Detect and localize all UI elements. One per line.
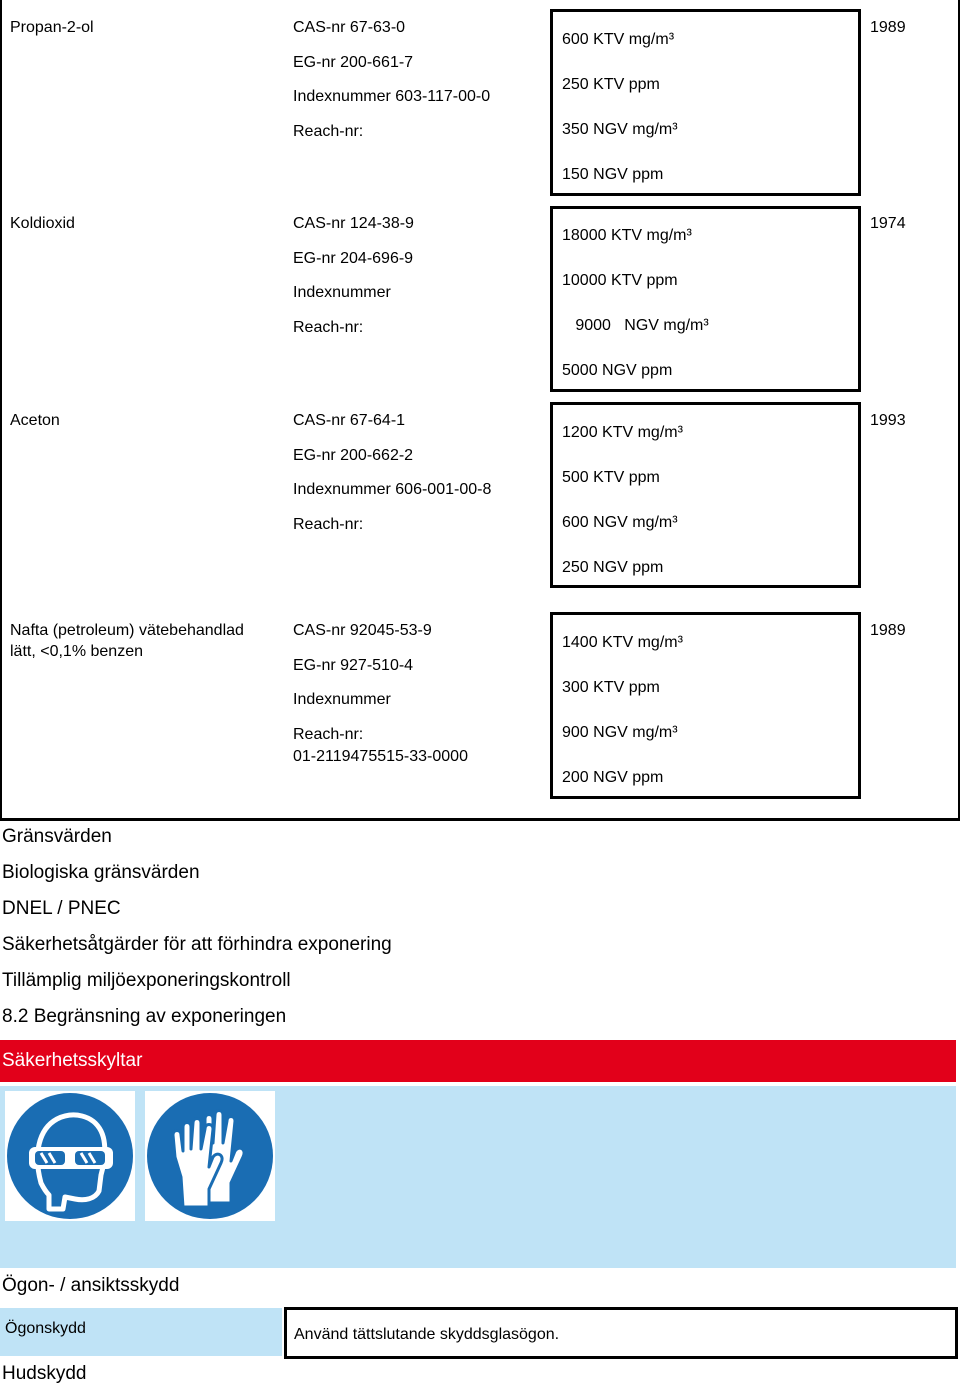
substance-identifiers — [293, 213, 414, 351]
year: 1989 — [870, 19, 906, 36]
heading-limit-values: Gränsvärden — [2, 826, 112, 847]
limit-values-box — [550, 9, 861, 196]
index-number: Indexnummer — [293, 691, 391, 708]
substance-name — [10, 620, 244, 662]
substance-identifiers — [293, 17, 490, 155]
limit-value: 900 NGV mg/m³ — [562, 724, 678, 741]
eg-number: EG-nr 200-661-7 — [293, 53, 414, 71]
limit-value: 1200 KTV mg/m³ — [562, 424, 683, 441]
limit-value: 250 KTV ppm — [562, 76, 660, 93]
heading-safety-measures: Säkerhetsåtgärder för att förhindra exponering — [2, 934, 392, 955]
limit-values-box — [550, 206, 861, 392]
substance-identifiers — [293, 410, 491, 548]
substance-name: Koldioxid — [10, 215, 75, 232]
heading-exposure-limitation: 8.2 Begränsning av exponeringen — [2, 1006, 287, 1027]
heading-skin-protection: Hudskydd — [2, 1363, 87, 1384]
cas-number: CAS-nr 67-64-1 — [293, 412, 406, 429]
limit-value: 250 NGV ppm — [562, 559, 664, 576]
heading-biological-limits: Biologiska gränsvärden — [2, 862, 200, 883]
reach-number: Reach-nr: — [293, 122, 364, 140]
safety-signs-panel — [0, 1086, 956, 1268]
gloves-sign-icon — [145, 1091, 275, 1221]
limit-values-box — [550, 402, 861, 588]
limit-value: 600 KTV mg/m³ — [562, 31, 675, 48]
cas-number: CAS-nr 67-63-0 — [293, 19, 406, 36]
reach-number: Reach-nr: — [293, 318, 364, 336]
heading-eye-face-protection: Ögon- / ansiktsskydd — [2, 1275, 180, 1296]
eg-number: EG-nr 200-662-2 — [293, 446, 414, 464]
index-number: Indexnummer 603-117-00-0 — [293, 88, 491, 105]
substance-name-line: Nafta (petroleum) vätebehandlad — [10, 622, 244, 639]
reach-number: Reach-nr: — [293, 515, 364, 533]
cas-number: CAS-nr 124-38-9 — [293, 215, 414, 232]
limit-value: 600 NGV mg/m³ — [562, 514, 678, 531]
limit-value: 350 NGV mg/m³ — [562, 121, 678, 138]
limit-value: 200 NGV ppm — [562, 769, 664, 786]
year: 1993 — [870, 412, 906, 429]
year: 1974 — [870, 215, 906, 232]
limit-value: 5000 NGV ppm — [562, 362, 673, 379]
limit-value: 500 KTV ppm — [562, 469, 660, 486]
eye-protection-label: Ögonskydd — [0, 1308, 282, 1356]
index-number: Indexnummer 606-001-00-8 — [293, 481, 492, 498]
reach-value: 01-2119475515-33-0000 — [293, 747, 468, 765]
substance-name: Propan-2-ol — [10, 19, 94, 36]
year: 1989 — [870, 622, 906, 639]
cas-number: CAS-nr 92045-53-9 — [293, 622, 432, 639]
substance-name-line: lätt, <0,1% benzen — [10, 643, 143, 660]
heading-dnel-pnec: DNEL / PNEC — [2, 898, 121, 919]
goggles-sign-icon — [5, 1091, 135, 1221]
heading-env-control: Tillämplig miljöexponeringskontroll — [2, 970, 291, 991]
limit-value: 300 KTV ppm — [562, 679, 660, 696]
limit-value: 18000 KTV mg/m³ — [562, 227, 692, 244]
substance-name: Aceton — [10, 412, 60, 429]
limit-values-box — [550, 612, 861, 799]
reach-number — [293, 724, 468, 768]
eg-number: EG-nr 204-696-9 — [293, 249, 414, 267]
limit-value: 150 NGV ppm — [562, 166, 664, 183]
limit-value: 10000 KTV ppm — [562, 272, 678, 289]
eye-protection-notice: Använd tättslutande skyddsglasögon. — [284, 1307, 958, 1359]
limit-value: 9000 NGV mg/m³ — [562, 317, 709, 334]
safety-signs-bar: Säkerhetsskyltar — [0, 1040, 956, 1082]
reach-label: Reach-nr: — [293, 725, 364, 743]
substance-identifiers — [293, 620, 468, 768]
eg-number: EG-nr 927-510-4 — [293, 656, 414, 674]
limit-value: 1400 KTV mg/m³ — [562, 634, 683, 651]
index-number: Indexnummer — [293, 284, 391, 301]
